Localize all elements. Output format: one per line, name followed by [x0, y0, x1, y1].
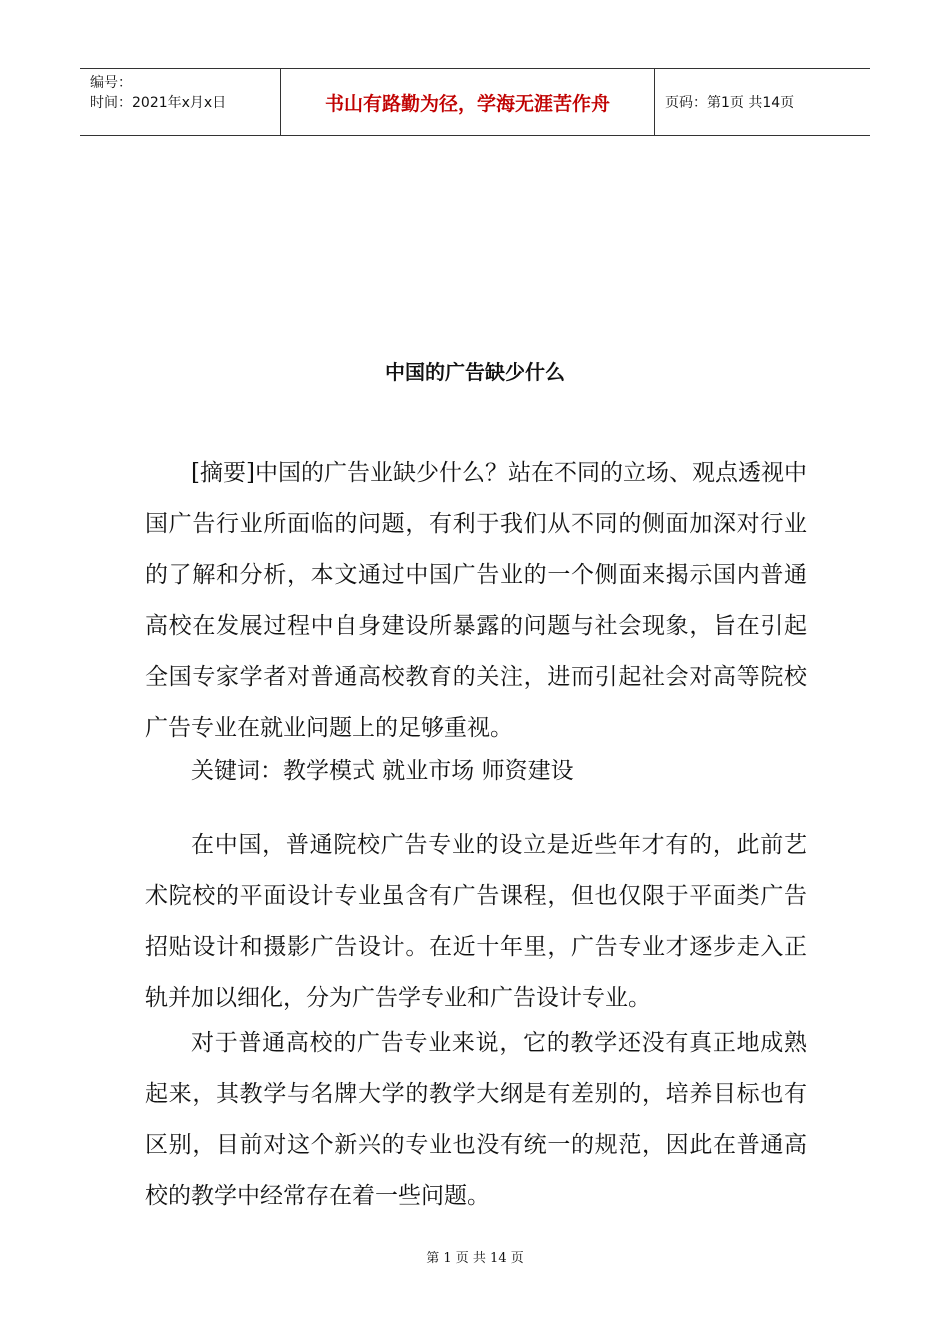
- abstract-paragraph: [摘要]中国的广告业缺少什么？站在不同的立场、观点透视中国广告行业所面临的问题，有利于我们从不同的侧面加深对行业的了解和分析，本文通过中国广告业的一个侧面来揭示国内普通高校在发展过程中自身建设所暴露的问题与社会现象，旨在引起全国专家学者对普通高校教育的关注，进而引起社会对高等院校广告专业在就业问题上的足够重视。: [145, 460, 807, 741]
- abstract-block: [145, 448, 807, 754]
- page-footer: 第 1 页 共 14 页: [426, 1251, 524, 1266]
- page-header: [80, 68, 870, 136]
- body-block-1: [145, 820, 807, 1024]
- body-paragraph: 对于普通高校的广告专业来说，它的教学还没有真正地成熟起来，其教学与名牌大学的教学大纲是有差别的，培养目标也有区别，目前对这个新兴的专业也没有统一的规范，因此在普通高校的教学中经常存在着一些问题。: [145, 1030, 807, 1209]
- keywords-line: 关键词：教学模式 就业市场 师资建设: [191, 758, 574, 784]
- header-meta: [80, 69, 280, 135]
- document-number-label: 编号：: [90, 75, 132, 91]
- header-motto: 书山有路勤为径，学海无涯苦作舟: [280, 69, 655, 135]
- keywords-block: [145, 746, 807, 797]
- document-date: 时间：2021年x月x日: [90, 95, 227, 111]
- document-title: 中国的广告缺少什么: [385, 360, 565, 384]
- body-paragraph: 在中国，普通院校广告专业的设立是近些年才有的，此前艺术院校的平面设计专业虽含有广告课程，但也仅限于平面类广告招贴设计和摄影广告设计。在近十年里，广告专业才逐步走入正轨并加以细化，分为广告学专业和广告设计专业。: [145, 832, 807, 1011]
- header-page-info: 页码：第1页 共14页: [665, 95, 795, 111]
- body-block-2: [145, 1018, 807, 1222]
